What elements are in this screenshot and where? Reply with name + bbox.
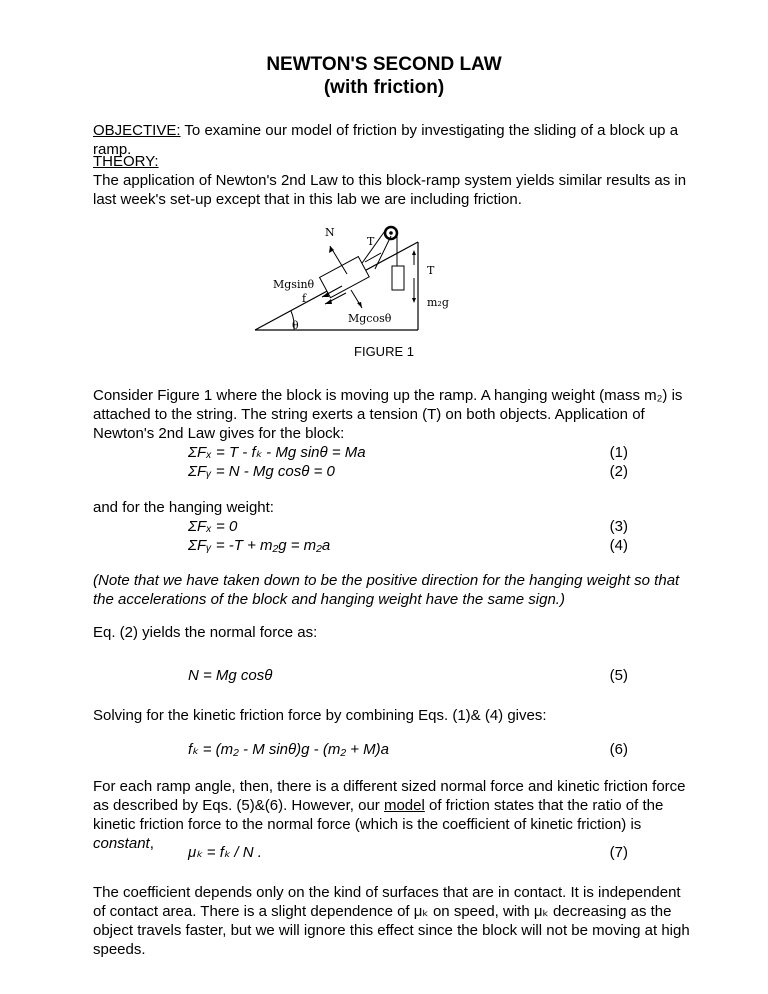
page-subtitle: (with friction) xyxy=(323,77,445,98)
label-f: f xyxy=(302,292,307,305)
model-paragraph: For each ramp angle, then, there is a different sized normal force and kinetic friction force as described by Eqs. (5)&(6). However, our model of friction states that the ratio of the kinetic friction force to the normal force (which is the coefficient of kinetic friction) is constant, xyxy=(93,778,686,852)
figure-caption: FIGURE 1 xyxy=(354,344,414,359)
para-consider: Consider Figure 1 where the block is moving up the ramp. A hanging weight (mass m₂) is attached to the string. The string exerts a tension (T) on both objects. Application of Newton's 2nd Law gives for the block: xyxy=(93,387,683,442)
label-mgcos: Mgcosθ xyxy=(348,312,392,325)
equation-6: fₖ = (m₂ - M sinθ)g - (m₂ + M)a (6) xyxy=(188,741,628,758)
ramp-diagram xyxy=(250,222,460,337)
theory-text: The application of Newton's 2nd Law to this block-ramp system yields similar results as in last week's set-up except that in this lab we are including friction. xyxy=(93,172,687,208)
equation-5: N = Mg cosθ (5) xyxy=(188,667,628,684)
solve-text: Solving for the kinetic friction force by combining Eqs. (1)& (4) gives: xyxy=(93,707,547,724)
label-t-string: T xyxy=(367,235,375,248)
label-t-hanging: T xyxy=(427,264,435,277)
label-m2g: m₂g xyxy=(427,296,449,309)
objective-label: OBJECTIVE: xyxy=(93,122,181,139)
label-n: N xyxy=(325,226,335,239)
final-paragraph: The coefficient depends only on the kind of surfaces that are in contact. It is independent of contact area. There is a slight dependence of μₖ on speed, with μₖ decreasing as the object travels faster, but we will ignore this effect since the block will not be moving at high speeds. xyxy=(93,884,690,958)
note-paragraph: (Note that we have taken down to be the positive direction for the hanging weight so that the accelerations of the block and hanging weight have the same sign.) xyxy=(93,572,680,608)
equation-7: μₖ = fₖ / N . (7) xyxy=(188,844,628,861)
label-mgsin: Mgsinθ xyxy=(273,278,315,291)
equation-1: ΣFₓ = T - fₖ - Mg sinθ = Ma (1) xyxy=(188,444,628,461)
label-theta: θ xyxy=(292,319,299,332)
equation-4: ΣFᵧ = -T + m₂g = m₂a (4) xyxy=(188,537,628,554)
hanging-intro: and for the hanging weight: xyxy=(93,499,274,516)
equation-2: ΣFᵧ = N - Mg cosθ = 0 (2) xyxy=(188,463,628,480)
theory-label: THEORY: xyxy=(93,153,159,170)
equation-3: ΣFₓ = 0 (3) xyxy=(188,518,628,535)
eq2-text: Eq. (2) yields the normal force as: xyxy=(93,624,318,641)
objective-text: To examine our model of friction by investigating the sliding of a block up a ramp. xyxy=(93,122,679,158)
page-title: NEWTON'S SECOND LAW xyxy=(266,54,502,75)
